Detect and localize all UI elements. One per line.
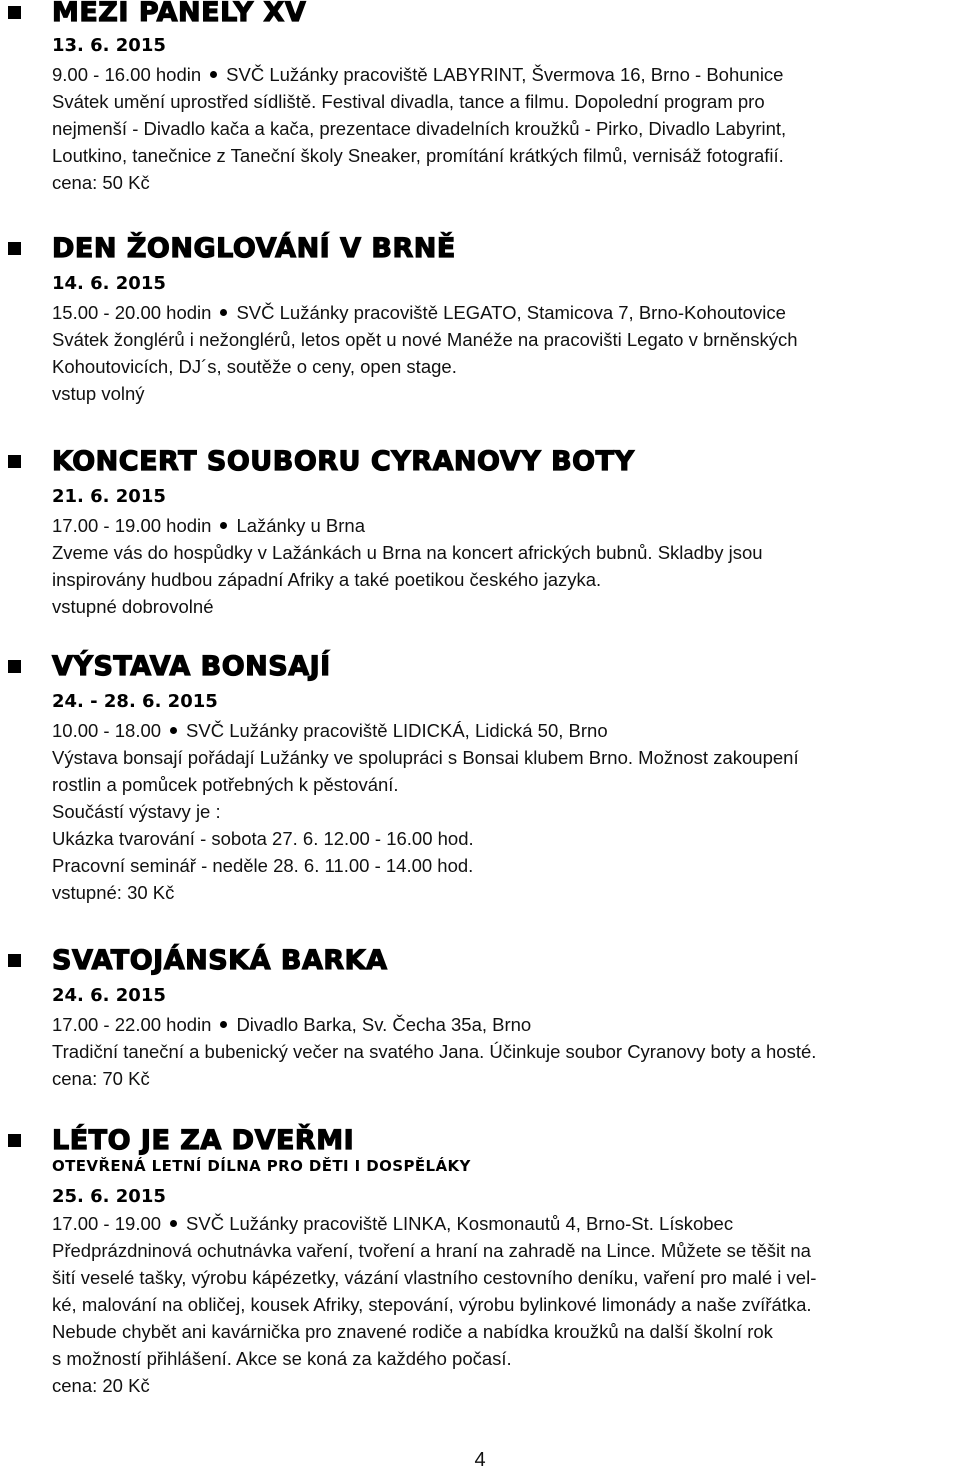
event-text-line: Svátek žonglérů i nežonglérů, letos opět u nové Manéže na pracovišti Legato v brněnských xyxy=(52,329,798,350)
bullet-dot-icon xyxy=(220,309,227,316)
page-number: 4 xyxy=(474,1449,486,1471)
bullet-icon xyxy=(8,6,21,19)
event-date: 21. 6. 2015 xyxy=(52,486,166,507)
event-title: KONCERT SOUBORU CYRANOVY BOTY xyxy=(52,446,635,477)
event-text-line: inspirovány hudbou západní Afriky a také poetikou českého jazyka. xyxy=(52,569,602,590)
event-price: vstupné dobrovolné xyxy=(52,596,214,617)
bullet-icon xyxy=(8,1134,21,1147)
event-date: 14. 6. 2015 xyxy=(52,273,166,294)
event-time-place xyxy=(52,717,952,744)
bullet-icon xyxy=(8,954,21,967)
bullet-icon xyxy=(8,455,21,468)
event-place: Lažánky u Brna xyxy=(236,515,365,536)
event-time: 17.00 - 19.00 hodin xyxy=(52,515,212,536)
event-time-place xyxy=(52,299,952,326)
bullet-dot-icon xyxy=(170,727,177,734)
event-price: vstupné: 30 Kč xyxy=(52,882,175,903)
event-text-line: Kohoutovicích, DJ´s, soutěže o ceny, open stage. xyxy=(52,356,457,377)
event-place: SVČ Lužánky pracoviště LABYRINT, Švermova 16, Brno - Bohunice xyxy=(226,64,784,85)
event-time: 9.00 - 16.00 hodin xyxy=(52,64,202,85)
event-text-line: nejmenší - Divadlo kača a kača, prezentace divadelních kroužků - Pirko, Divadlo Labyrint, xyxy=(52,118,787,139)
bullet-icon xyxy=(8,660,21,673)
event-price: vstup volný xyxy=(52,383,145,404)
event-date: 24. 6. 2015 xyxy=(52,985,166,1006)
event-time-place xyxy=(52,512,952,539)
event-body xyxy=(52,717,952,906)
event-title: VÝSTAVA BONSAJÍ xyxy=(52,651,331,682)
event-place: SVČ Lužánky pracoviště LIDICKÁ, Lidická 50, Brno xyxy=(186,720,608,741)
event-text-line: Svátek umění uprostřed sídliště. Festival divadla, tance a filmu. Dopolední program pro xyxy=(52,91,765,112)
event-time-place xyxy=(52,61,952,88)
event-place: SVČ Lužánky pracoviště LEGATO, Stamicova 7, Brno-Kohoutovice xyxy=(236,302,786,323)
bullet-dot-icon xyxy=(170,1220,177,1227)
bullet-dot-icon xyxy=(220,1021,227,1028)
event-date: 25. 6. 2015 xyxy=(52,1186,166,1207)
event-time: 10.00 - 18.00 xyxy=(52,720,162,741)
event-body xyxy=(52,1011,952,1092)
event-body xyxy=(52,512,952,620)
event-price: cena: 50 Kč xyxy=(52,172,150,193)
event-title: DEN ŽONGLOVÁNÍ V BRNĚ xyxy=(52,233,456,264)
event-date: 13. 6. 2015 xyxy=(52,35,166,56)
event-place: Divadlo Barka, Sv. Čecha 35a, Brno xyxy=(236,1014,532,1035)
event-text-line: Nebude chybět ani kavárnička pro znavené rodiče a nabídka kroužků na další školní rok xyxy=(52,1321,773,1342)
event-date: 24. - 28. 6. 2015 xyxy=(52,691,218,712)
bullet-dot-icon xyxy=(210,71,217,78)
event-title: LÉTO JE ZA DVEŘMI xyxy=(52,1125,355,1156)
event-time: 17.00 - 22.00 hodin xyxy=(52,1014,212,1035)
event-text-line: Loutkino, tanečnice z Taneční školy Sneaker, promítání krátkých filmů, vernisáž fotografií. xyxy=(52,145,784,166)
event-text-line: Předprázdninová ochutnávka vaření, tvoření a hraní na zahradě na Lince. Můžete se těšit na xyxy=(52,1240,811,1261)
event-text-line: Součástí výstavy je : xyxy=(52,801,221,822)
event-text-line: šití veselé tašky, výrobu kápézetky, vázání vlastního cestovního deníku, vaření pro malé i vel- xyxy=(52,1267,817,1288)
event-text-line: Pracovní seminář - neděle 28. 6. 11.00 - 14.00 hod. xyxy=(52,855,474,876)
event-text-line: rostlin a pomůcek potřebných k pěstování. xyxy=(52,774,399,795)
event-time-place xyxy=(52,1210,952,1237)
event-body xyxy=(52,61,952,196)
event-place: SVČ Lužánky pracoviště LINKA, Kosmonautů 4, Brno-St. Lískobec xyxy=(186,1213,734,1234)
event-time: 17.00 - 19.00 xyxy=(52,1213,162,1234)
event-text-line: Tradiční taneční a bubenický večer na svatého Jana. Účinkuje soubor Cyranovy boty a hosté. xyxy=(52,1041,817,1062)
event-body xyxy=(52,299,952,407)
event-time-place xyxy=(52,1011,952,1038)
event-title: SVATOJÁNSKÁ BARKA xyxy=(52,945,388,976)
event-price: cena: 20 Kč xyxy=(52,1375,150,1396)
event-time: 15.00 - 20.00 hodin xyxy=(52,302,212,323)
event-text-line: Výstava bonsají pořádají Lužánky ve spolupráci s Bonsai klubem Brno. Možnost zakoupení xyxy=(52,747,799,768)
event-title: MEZI PANELY XV xyxy=(52,0,307,28)
bullet-icon xyxy=(8,242,21,255)
event-body xyxy=(52,1210,952,1399)
event-text-line: ké, malování na obličej, kousek Afriky, stepování, výrobu bylinkové limonády a naše zvířátka. xyxy=(52,1294,812,1315)
bullet-dot-icon xyxy=(220,522,227,529)
event-price: cena: 70 Kč xyxy=(52,1068,150,1089)
event-text-line: s možností přihlášení. Akce se koná za každého počasí. xyxy=(52,1348,512,1369)
event-text-line: Zveme vás do hospůdky v Lažánkách u Brna na koncert afrických bubnů. Skladby jsou xyxy=(52,542,763,563)
event-text-line: Ukázka tvarování - sobota 27. 6. 12.00 - 16.00 hod. xyxy=(52,828,474,849)
event-subtitle: OTEVŘENÁ LETNÍ DÍLNA PRO DĚTI I DOSPĚLÁKY xyxy=(52,1157,471,1175)
